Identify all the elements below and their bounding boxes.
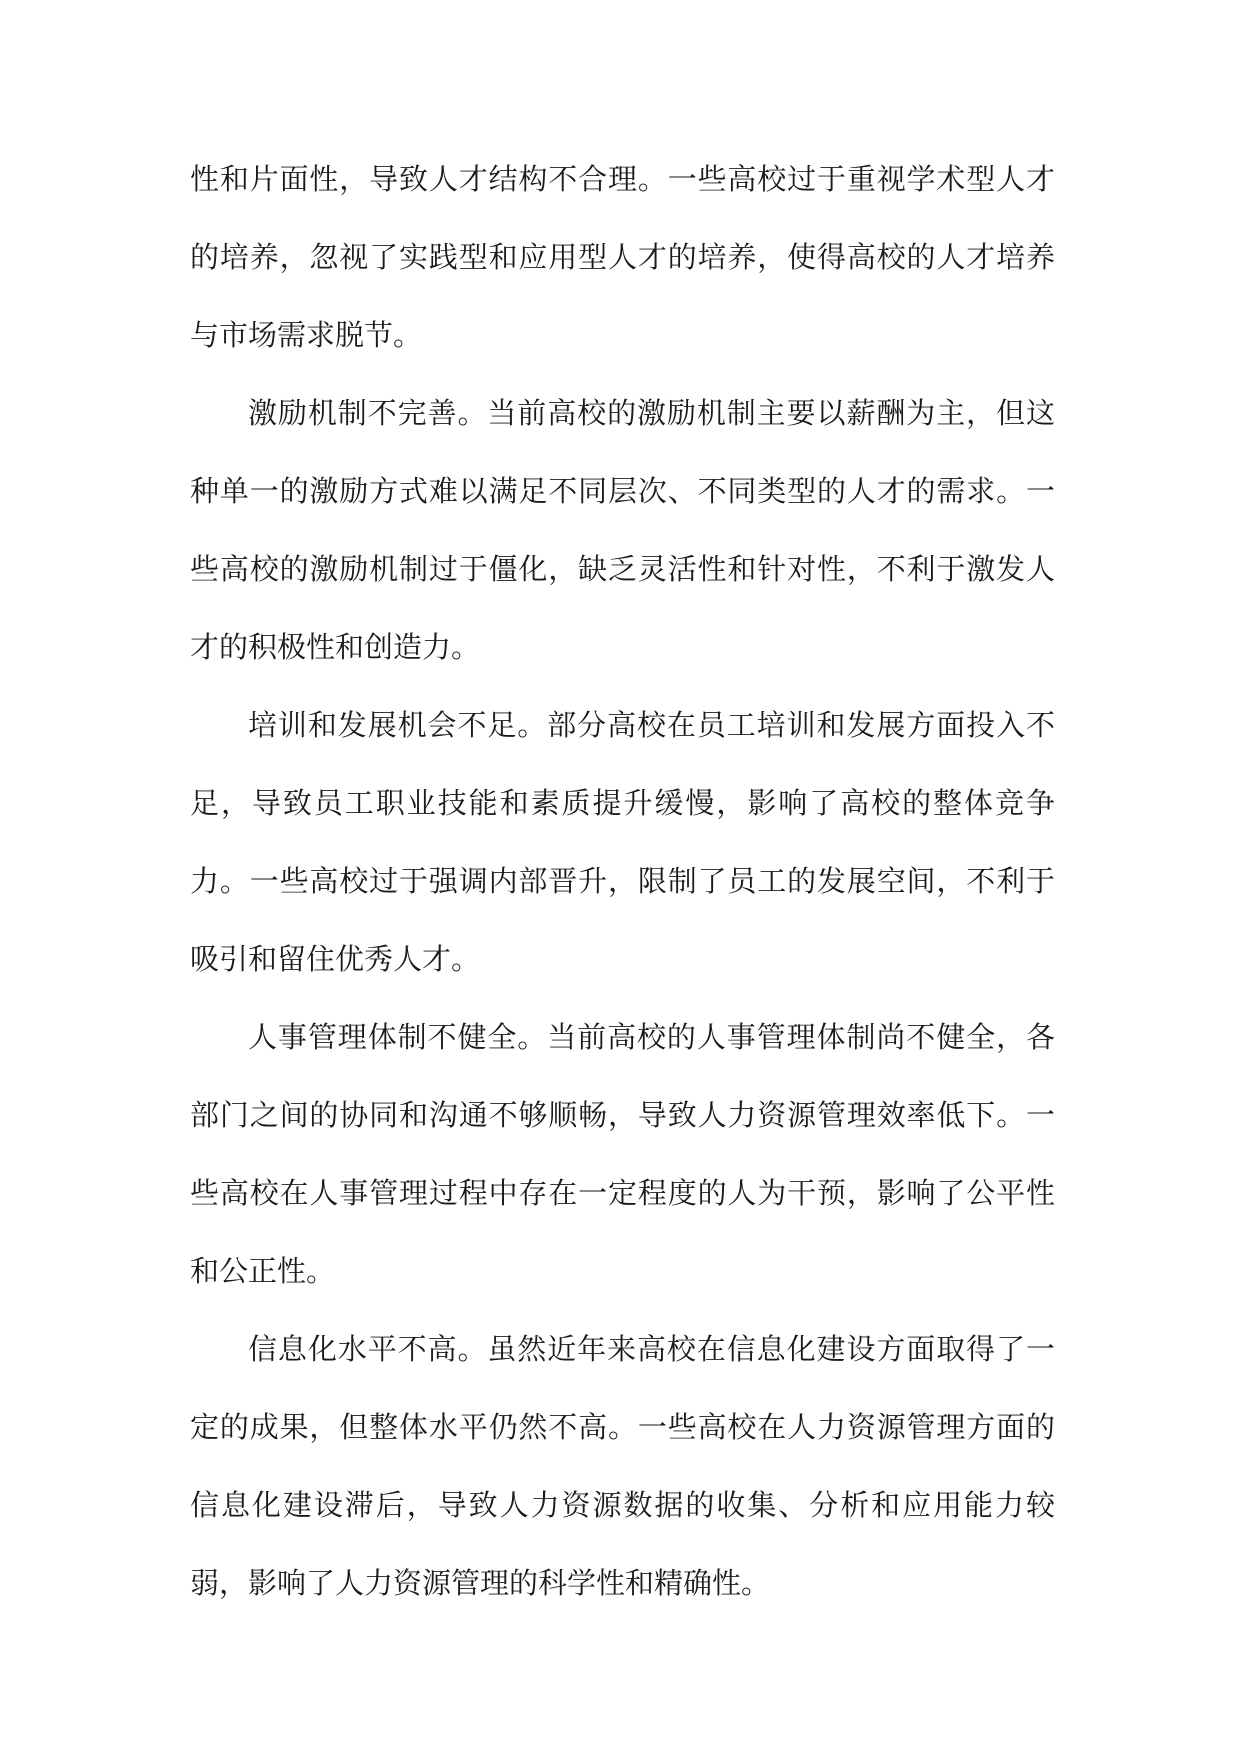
paragraph-incentive-mechanism: 激励机制不完善。当前高校的激励机制主要以薪酬为主，但这种单一的激励方式难以满足不同层次、不同类型的人才的需求。一些高校的激励机制过于僵化，缺乏灵活性和针对性，不利于激发人才的积极性和创造力。 xyxy=(190,396,1055,664)
paragraph-training-development: 培训和发展机会不足。部分高校在员工培训和发展方面投入不足，导致员工职业技能和素质提升缓慢，影响了高校的整体竞争力。一些高校过于强调内部晋升，限制了员工的发展空间，不利于吸引和留住优秀人才。 xyxy=(190,708,1055,976)
paragraph-personnel-system: 人事管理体制不健全。当前高校的人事管理体制尚不健全，各部门之间的协同和沟通不够顺畅，导致人力资源管理效率低下。一些高校在人事管理过程中存在一定程度的人为干预，影响了公平性和公正性。 xyxy=(190,1020,1055,1288)
paragraph-continuation: 性和片面性，导致人才结构不合理。一些高校过于重视学术型人才的培养，忽视了实践型和应用型人才的培养，使得高校的人才培养与市场需求脱节。 xyxy=(190,162,1055,352)
document-body xyxy=(190,140,1055,1622)
paragraph-informatization: 信息化水平不高。虽然近年来高校在信息化建设方面取得了一定的成果，但整体水平仍然不高。一些高校在人力资源管理方面的信息化建设滞后，导致人力资源数据的收集、分析和应用能力较弱，影响了人力资源管理的科学性和精确性。 xyxy=(190,1332,1055,1600)
